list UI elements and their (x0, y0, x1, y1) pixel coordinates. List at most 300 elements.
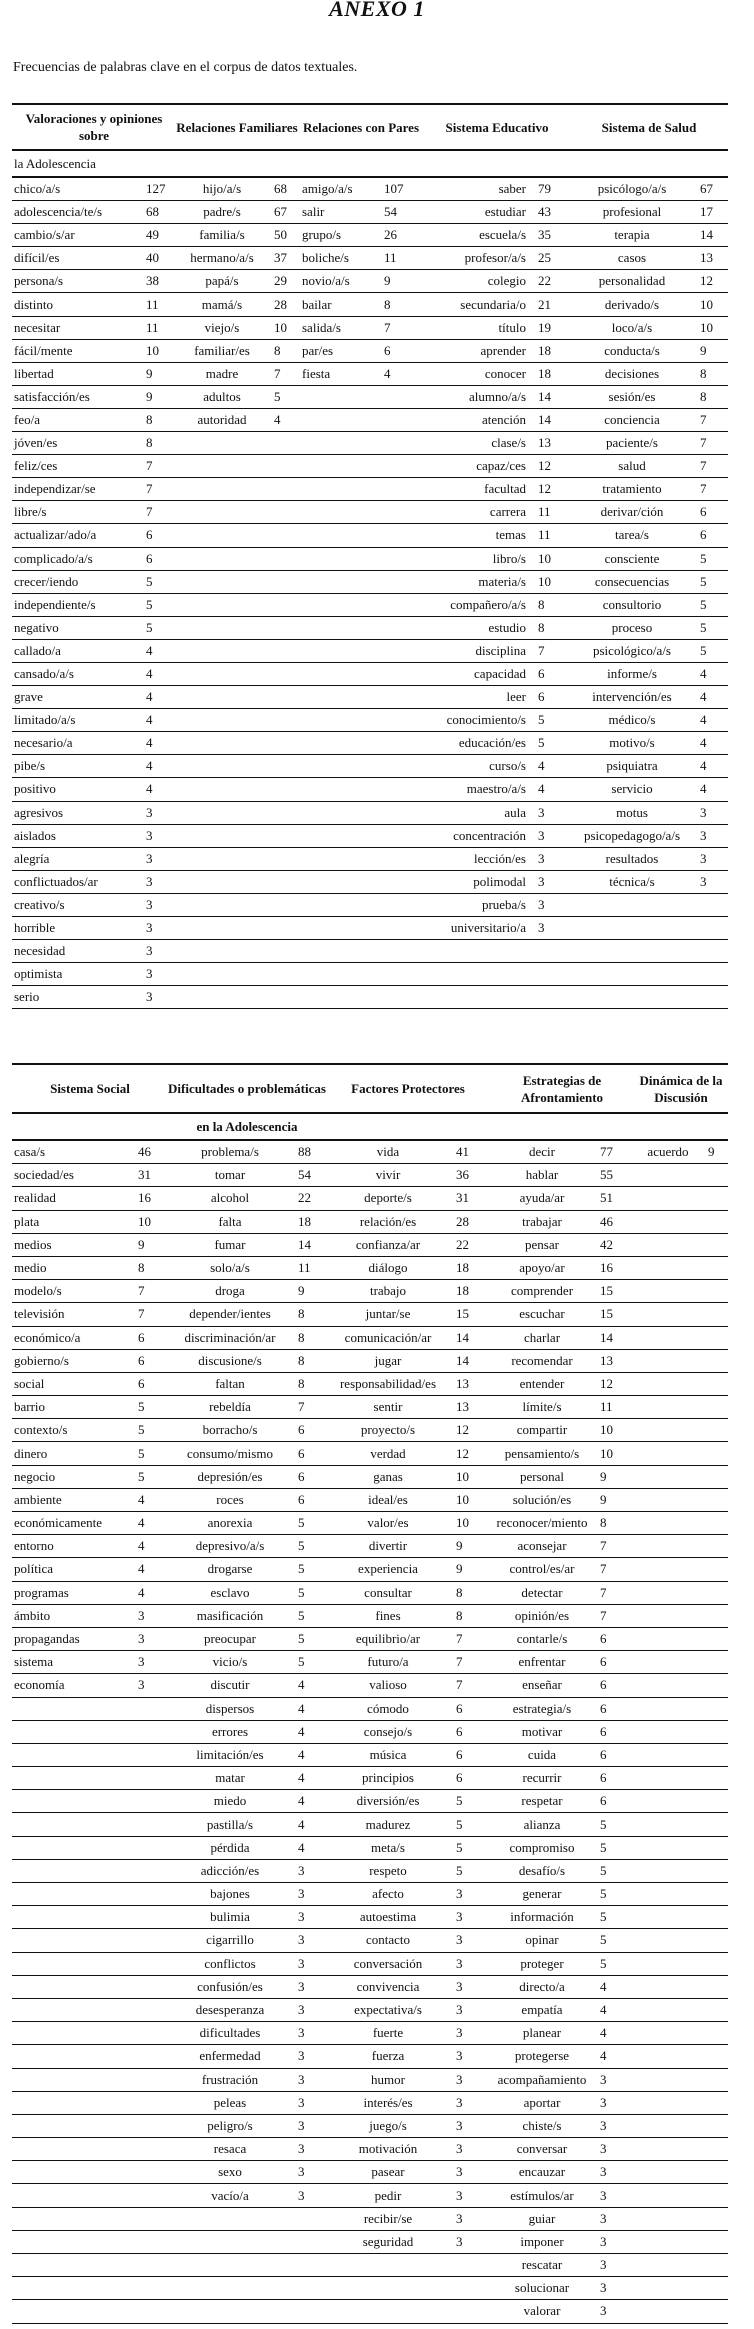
keyword-cell: acompañamiento (490, 2068, 594, 2091)
table-row (12, 2230, 728, 2253)
keyword-cell: profesional (570, 201, 694, 224)
column-header: Estrategias de Afrontamiento (490, 1064, 634, 1113)
keyword-cell: aprender (424, 339, 532, 362)
keyword-cell: social (12, 1372, 132, 1395)
frequency-cell (694, 963, 728, 986)
frequency-cell (702, 1836, 728, 1859)
frequency-cell (702, 1998, 728, 2021)
keyword-cell (298, 824, 378, 847)
frequency-cell (268, 917, 298, 940)
keyword-cell: curso/s (424, 755, 532, 778)
keyword-cell: concentración (424, 824, 532, 847)
frequency-cell: 14 (532, 385, 570, 408)
keyword-cell: programas (12, 1581, 132, 1604)
keyword-cell: conciencia (570, 408, 694, 431)
keyword-cell (12, 2277, 132, 2300)
keyword-cell: peligro/s (168, 2114, 292, 2137)
frequency-cell: 4 (292, 1743, 326, 1766)
frequency-cell: 9 (378, 270, 424, 293)
table-row (12, 732, 728, 755)
frequency-cell (268, 686, 298, 709)
keyword-cell (12, 1883, 132, 1906)
keyword-cell: ambiente (12, 1488, 132, 1511)
frequency-cell: 67 (694, 177, 728, 201)
frequency-cell: 7 (292, 1396, 326, 1419)
keyword-cell: discriminación/ar (168, 1326, 292, 1349)
keyword-cell: solución/es (490, 1488, 594, 1511)
keyword-cell: psicólogo/a/s (570, 177, 694, 201)
frequency-cell (378, 963, 424, 986)
frequency-cell: 8 (378, 293, 424, 316)
frequency-cell (268, 893, 298, 916)
frequency-cell: 3 (450, 2207, 490, 2230)
frequency-cell: 6 (450, 1767, 490, 1790)
frequency-cell: 8 (132, 1256, 168, 1279)
keyword-cell (176, 686, 268, 709)
keyword-cell: masificación (168, 1604, 292, 1627)
keyword-cell: serio (12, 986, 140, 1009)
table-row (12, 1929, 728, 1952)
keyword-cell (298, 893, 378, 916)
frequency-cell (268, 593, 298, 616)
frequency-cell: 4 (694, 732, 728, 755)
frequency-cell: 5 (292, 1581, 326, 1604)
keyword-cell: adultos (176, 385, 268, 408)
table-row (12, 1372, 728, 1395)
keyword-cell: conflictuados/ar (12, 870, 140, 893)
keyword-frequency-table-1 (12, 103, 728, 1009)
frequency-cell (378, 709, 424, 732)
keyword-cell (12, 2161, 132, 2184)
keyword-cell: droga (168, 1280, 292, 1303)
keyword-cell: conflictos (168, 1952, 292, 1975)
frequency-cell (702, 1697, 728, 1720)
keyword-cell: loco/a/s (570, 316, 694, 339)
keyword-cell (298, 709, 378, 732)
frequency-cell: 4 (132, 1558, 168, 1581)
frequency-cell: 4 (292, 1697, 326, 1720)
keyword-cell: polimodal (424, 870, 532, 893)
frequency-cell: 14 (292, 1233, 326, 1256)
frequency-cell: 10 (594, 1442, 634, 1465)
keyword-cell (298, 847, 378, 870)
frequency-cell (268, 616, 298, 639)
keyword-cell: distinto (12, 293, 140, 316)
frequency-cell: 3 (140, 963, 176, 986)
frequency-cell (694, 940, 728, 963)
keyword-cell (424, 986, 532, 1009)
table-row (12, 1859, 728, 1882)
keyword-cell: vicio/s (168, 1651, 292, 1674)
keyword-cell (12, 2254, 132, 2277)
keyword-cell: televisión (12, 1303, 132, 1326)
frequency-cell (132, 2207, 168, 2230)
column-header: Relaciones Familiares (176, 104, 298, 150)
frequency-cell: 8 (268, 339, 298, 362)
keyword-cell (12, 1998, 132, 2021)
keyword-cell: fuerte (326, 2022, 450, 2045)
table-row (12, 1535, 728, 1558)
table-caption: Frecuencias de palabras clave en el corpus de datos textuales. (13, 60, 358, 75)
keyword-cell: sesión/es (570, 385, 694, 408)
frequency-cell: 7 (378, 316, 424, 339)
frequency-cell (378, 478, 424, 501)
table-row (12, 616, 728, 639)
keyword-cell: confusión/es (168, 1975, 292, 1998)
frequency-cell: 11 (594, 1396, 634, 1419)
frequency-cell: 3 (694, 870, 728, 893)
frequency-cell: 40 (140, 247, 176, 270)
keyword-cell (298, 686, 378, 709)
frequency-cell (450, 2300, 490, 2323)
keyword-cell: límite/s (490, 1396, 594, 1419)
frequency-cell: 6 (132, 1372, 168, 1395)
keyword-cell: facultad (424, 478, 532, 501)
frequency-cell: 41 (450, 1140, 490, 1164)
keyword-cell: borracho/s (168, 1419, 292, 1442)
table-row (12, 1140, 728, 1164)
frequency-cell (132, 2138, 168, 2161)
table-row (12, 1326, 728, 1349)
table-row (12, 2022, 728, 2045)
keyword-cell: independizar/se (12, 478, 140, 501)
table-row (12, 1233, 728, 1256)
keyword-cell: autoestima (326, 1906, 450, 1929)
keyword-cell: pastilla/s (168, 1813, 292, 1836)
frequency-cell (702, 1604, 728, 1627)
frequency-cell: 49 (140, 224, 176, 247)
keyword-cell: empatía (490, 1998, 594, 2021)
frequency-cell: 6 (140, 524, 176, 547)
table-row (12, 1280, 728, 1303)
keyword-cell: sentir (326, 1396, 450, 1419)
keyword-cell (424, 940, 532, 963)
keyword-cell (634, 1674, 702, 1697)
frequency-cell: 3 (140, 847, 176, 870)
frequency-cell (132, 2091, 168, 2114)
frequency-cell (132, 1998, 168, 2021)
frequency-cell: 88 (292, 1140, 326, 1164)
keyword-cell: consumo/mismo (168, 1442, 292, 1465)
keyword-cell: trabajar (490, 1210, 594, 1233)
keyword-cell: pibe/s (12, 755, 140, 778)
keyword-cell: barrio (12, 1396, 132, 1419)
frequency-cell: 4 (140, 662, 176, 685)
frequency-cell (702, 1396, 728, 1419)
keyword-cell (634, 1303, 702, 1326)
keyword-cell: disciplina (424, 639, 532, 662)
frequency-cell: 13 (594, 1349, 634, 1372)
frequency-cell: 3 (532, 824, 570, 847)
frequency-cell: 13 (532, 432, 570, 455)
frequency-cell (702, 2184, 728, 2207)
keyword-cell: meta/s (326, 1836, 450, 1859)
keyword-cell: resultados (570, 847, 694, 870)
frequency-cell (132, 1883, 168, 1906)
annex-title: ANEXO 1 (329, 0, 425, 21)
keyword-cell: entorno (12, 1535, 132, 1558)
frequency-cell: 3 (140, 986, 176, 1009)
frequency-cell: 7 (594, 1604, 634, 1627)
frequency-cell: 6 (292, 1419, 326, 1442)
frequency-cell: 28 (268, 293, 298, 316)
frequency-cell: 5 (694, 593, 728, 616)
keyword-cell (176, 593, 268, 616)
frequency-cell: 4 (594, 1998, 634, 2021)
keyword-cell: ayuda/ar (490, 1187, 594, 1210)
keyword-cell: contexto/s (12, 1419, 132, 1442)
keyword-cell: motus (570, 801, 694, 824)
keyword-cell (12, 2022, 132, 2045)
keyword-cell: diálogo (326, 1256, 450, 1279)
frequency-cell: 5 (594, 1859, 634, 1882)
keyword-cell: charlar (490, 1326, 594, 1349)
keyword-cell: plata (12, 1210, 132, 1233)
frequency-cell: 4 (694, 686, 728, 709)
keyword-cell: encauzar (490, 2161, 594, 2184)
frequency-cell: 13 (694, 247, 728, 270)
frequency-cell: 54 (378, 201, 424, 224)
frequency-cell: 6 (132, 1326, 168, 1349)
column-header: Valoraciones y opiniones sobre (12, 104, 176, 150)
keyword-cell: compañero/a/s (424, 593, 532, 616)
table-row (12, 1164, 728, 1187)
frequency-cell: 8 (292, 1303, 326, 1326)
table-row (12, 940, 728, 963)
frequency-cell: 3 (450, 2045, 490, 2068)
keyword-cell (176, 893, 268, 916)
keyword-cell (634, 1906, 702, 1929)
keyword-cell: complicado/a/s (12, 547, 140, 570)
keyword-cell: discutir (168, 1674, 292, 1697)
frequency-cell: 7 (594, 1535, 634, 1558)
table-row (12, 1697, 728, 1720)
frequency-cell: 15 (450, 1303, 490, 1326)
keyword-cell: opinión/es (490, 1604, 594, 1627)
frequency-cell: 8 (292, 1326, 326, 1349)
keyword-cell: depresivo/a/s (168, 1535, 292, 1558)
frequency-cell (132, 1720, 168, 1743)
table-row (12, 1210, 728, 1233)
frequency-cell: 4 (132, 1488, 168, 1511)
keyword-cell: interés/es (326, 2091, 450, 2114)
table-row (12, 662, 728, 685)
keyword-cell (570, 917, 694, 940)
frequency-cell (268, 778, 298, 801)
table-row (12, 2045, 728, 2068)
frequency-cell (268, 570, 298, 593)
frequency-cell: 18 (532, 339, 570, 362)
keyword-cell (634, 1256, 702, 1279)
table-row (12, 709, 728, 732)
table-row (12, 524, 728, 547)
table-row (12, 432, 728, 455)
keyword-cell: alcohol (168, 1187, 292, 1210)
keyword-cell: errores (168, 1720, 292, 1743)
frequency-cell (292, 2300, 326, 2323)
keyword-cell (570, 940, 694, 963)
table-row (12, 986, 728, 1009)
keyword-cell (12, 1767, 132, 1790)
keyword-cell (634, 1929, 702, 1952)
frequency-cell: 8 (450, 1604, 490, 1627)
frequency-cell: 17 (694, 201, 728, 224)
keyword-cell: principios (326, 1767, 450, 1790)
frequency-cell: 6 (450, 1720, 490, 1743)
frequency-cell: 7 (450, 1627, 490, 1650)
keyword-cell (176, 755, 268, 778)
keyword-cell (634, 1396, 702, 1419)
keyword-cell (176, 963, 268, 986)
frequency-cell: 38 (140, 270, 176, 293)
keyword-cell (634, 2207, 702, 2230)
keyword-cell: proteger (490, 1952, 594, 1975)
keyword-cell: compromiso (490, 1836, 594, 1859)
table-row (12, 686, 728, 709)
frequency-cell: 7 (140, 478, 176, 501)
keyword-cell: grave (12, 686, 140, 709)
keyword-cell: confianza/ar (326, 1233, 450, 1256)
keyword-cell (12, 1720, 132, 1743)
table-row (12, 501, 728, 524)
frequency-cell: 4 (140, 639, 176, 662)
frequency-cell (132, 2230, 168, 2253)
keyword-cell (570, 893, 694, 916)
keyword-cell: bailar (298, 293, 378, 316)
keyword-cell (12, 1743, 132, 1766)
keyword-cell: decisiones (570, 362, 694, 385)
keyword-cell: personalidad (570, 270, 694, 293)
frequency-cell: 10 (132, 1210, 168, 1233)
keyword-cell: conocimiento/s (424, 709, 532, 732)
frequency-cell: 6 (594, 1627, 634, 1650)
keyword-cell: fácil/mente (12, 339, 140, 362)
keyword-cell (176, 570, 268, 593)
frequency-cell (702, 2161, 728, 2184)
frequency-cell (132, 1813, 168, 1836)
keyword-cell: información (490, 1906, 594, 1929)
frequency-cell (132, 2114, 168, 2137)
keyword-cell: motivo/s (570, 732, 694, 755)
keyword-cell: estímulos/ar (490, 2184, 594, 2207)
frequency-cell: 12 (532, 455, 570, 478)
frequency-cell: 14 (450, 1326, 490, 1349)
frequency-cell (268, 986, 298, 1009)
frequency-cell (378, 778, 424, 801)
frequency-cell: 9 (292, 1280, 326, 1303)
table-row (12, 1720, 728, 1743)
frequency-cell: 7 (694, 478, 728, 501)
table-row (12, 2300, 728, 2323)
keyword-cell: conversación (326, 1952, 450, 1975)
keyword-cell: personal (490, 1465, 594, 1488)
frequency-cell (702, 1627, 728, 1650)
keyword-cell (634, 1442, 702, 1465)
table-row (12, 316, 728, 339)
table-row (12, 1674, 728, 1697)
keyword-cell (12, 2045, 132, 2068)
keyword-cell: tomar (168, 1164, 292, 1187)
frequency-cell (268, 478, 298, 501)
keyword-cell: trabajo (326, 1280, 450, 1303)
keyword-cell (634, 1767, 702, 1790)
frequency-cell: 10 (450, 1465, 490, 1488)
frequency-cell: 4 (292, 1790, 326, 1813)
keyword-cell: cómodo (326, 1697, 450, 1720)
frequency-cell: 8 (140, 408, 176, 431)
frequency-cell: 13 (450, 1372, 490, 1395)
frequency-cell: 5 (450, 1836, 490, 1859)
frequency-cell (132, 1952, 168, 1975)
frequency-cell: 3 (292, 1883, 326, 1906)
frequency-cell: 6 (450, 1743, 490, 1766)
frequency-cell (702, 2045, 728, 2068)
keyword-cell: consejo/s (326, 1720, 450, 1743)
keyword-cell: universitario/a (424, 917, 532, 940)
keyword-cell: faltan (168, 1372, 292, 1395)
keyword-cell (12, 2091, 132, 2114)
frequency-cell (132, 1929, 168, 1952)
table-row (12, 847, 728, 870)
keyword-cell: resaca (168, 2138, 292, 2161)
keyword-cell: política (12, 1558, 132, 1581)
frequency-cell (702, 1790, 728, 1813)
keyword-cell: materia/s (424, 570, 532, 593)
frequency-cell (702, 1952, 728, 1975)
frequency-cell: 6 (694, 524, 728, 547)
keyword-cell: respeto (326, 1859, 450, 1882)
keyword-cell: dispersos (168, 1697, 292, 1720)
frequency-cell: 11 (140, 293, 176, 316)
frequency-cell: 3 (594, 2230, 634, 2253)
frequency-cell: 3 (594, 2068, 634, 2091)
keyword-cell: futuro/a (326, 1651, 450, 1674)
frequency-cell: 3 (594, 2277, 634, 2300)
frequency-cell: 3 (450, 2114, 490, 2137)
keyword-cell: preocupar (168, 1627, 292, 1650)
keyword-cell: proyecto/s (326, 1419, 450, 1442)
frequency-cell: 3 (292, 2068, 326, 2091)
keyword-cell (12, 1697, 132, 1720)
keyword-cell (168, 2277, 292, 2300)
keyword-cell: imponer (490, 2230, 594, 2253)
keyword-cell: música (326, 1743, 450, 1766)
frequency-cell: 68 (140, 201, 176, 224)
frequency-cell (702, 1651, 728, 1674)
frequency-cell: 3 (292, 1906, 326, 1929)
keyword-cell: derivado/s (570, 293, 694, 316)
frequency-cell (702, 1372, 728, 1395)
frequency-cell: 14 (594, 1326, 634, 1349)
keyword-cell: positivo (12, 778, 140, 801)
keyword-cell: escuela/s (424, 224, 532, 247)
frequency-cell: 4 (694, 662, 728, 685)
frequency-cell: 5 (532, 732, 570, 755)
frequency-cell: 3 (292, 2138, 326, 2161)
frequency-cell: 6 (594, 1697, 634, 1720)
keyword-cell: adolescencia/te/s (12, 201, 140, 224)
frequency-cell (292, 2254, 326, 2277)
frequency-cell (702, 1442, 728, 1465)
frequency-cell: 6 (378, 339, 424, 362)
keyword-cell: juego/s (326, 2114, 450, 2137)
keyword-cell: chico/a/s (12, 177, 140, 201)
frequency-cell: 5 (292, 1604, 326, 1627)
frequency-cell: 3 (140, 824, 176, 847)
keyword-cell (634, 1233, 702, 1256)
frequency-cell (702, 1164, 728, 1187)
keyword-cell (12, 2230, 132, 2253)
